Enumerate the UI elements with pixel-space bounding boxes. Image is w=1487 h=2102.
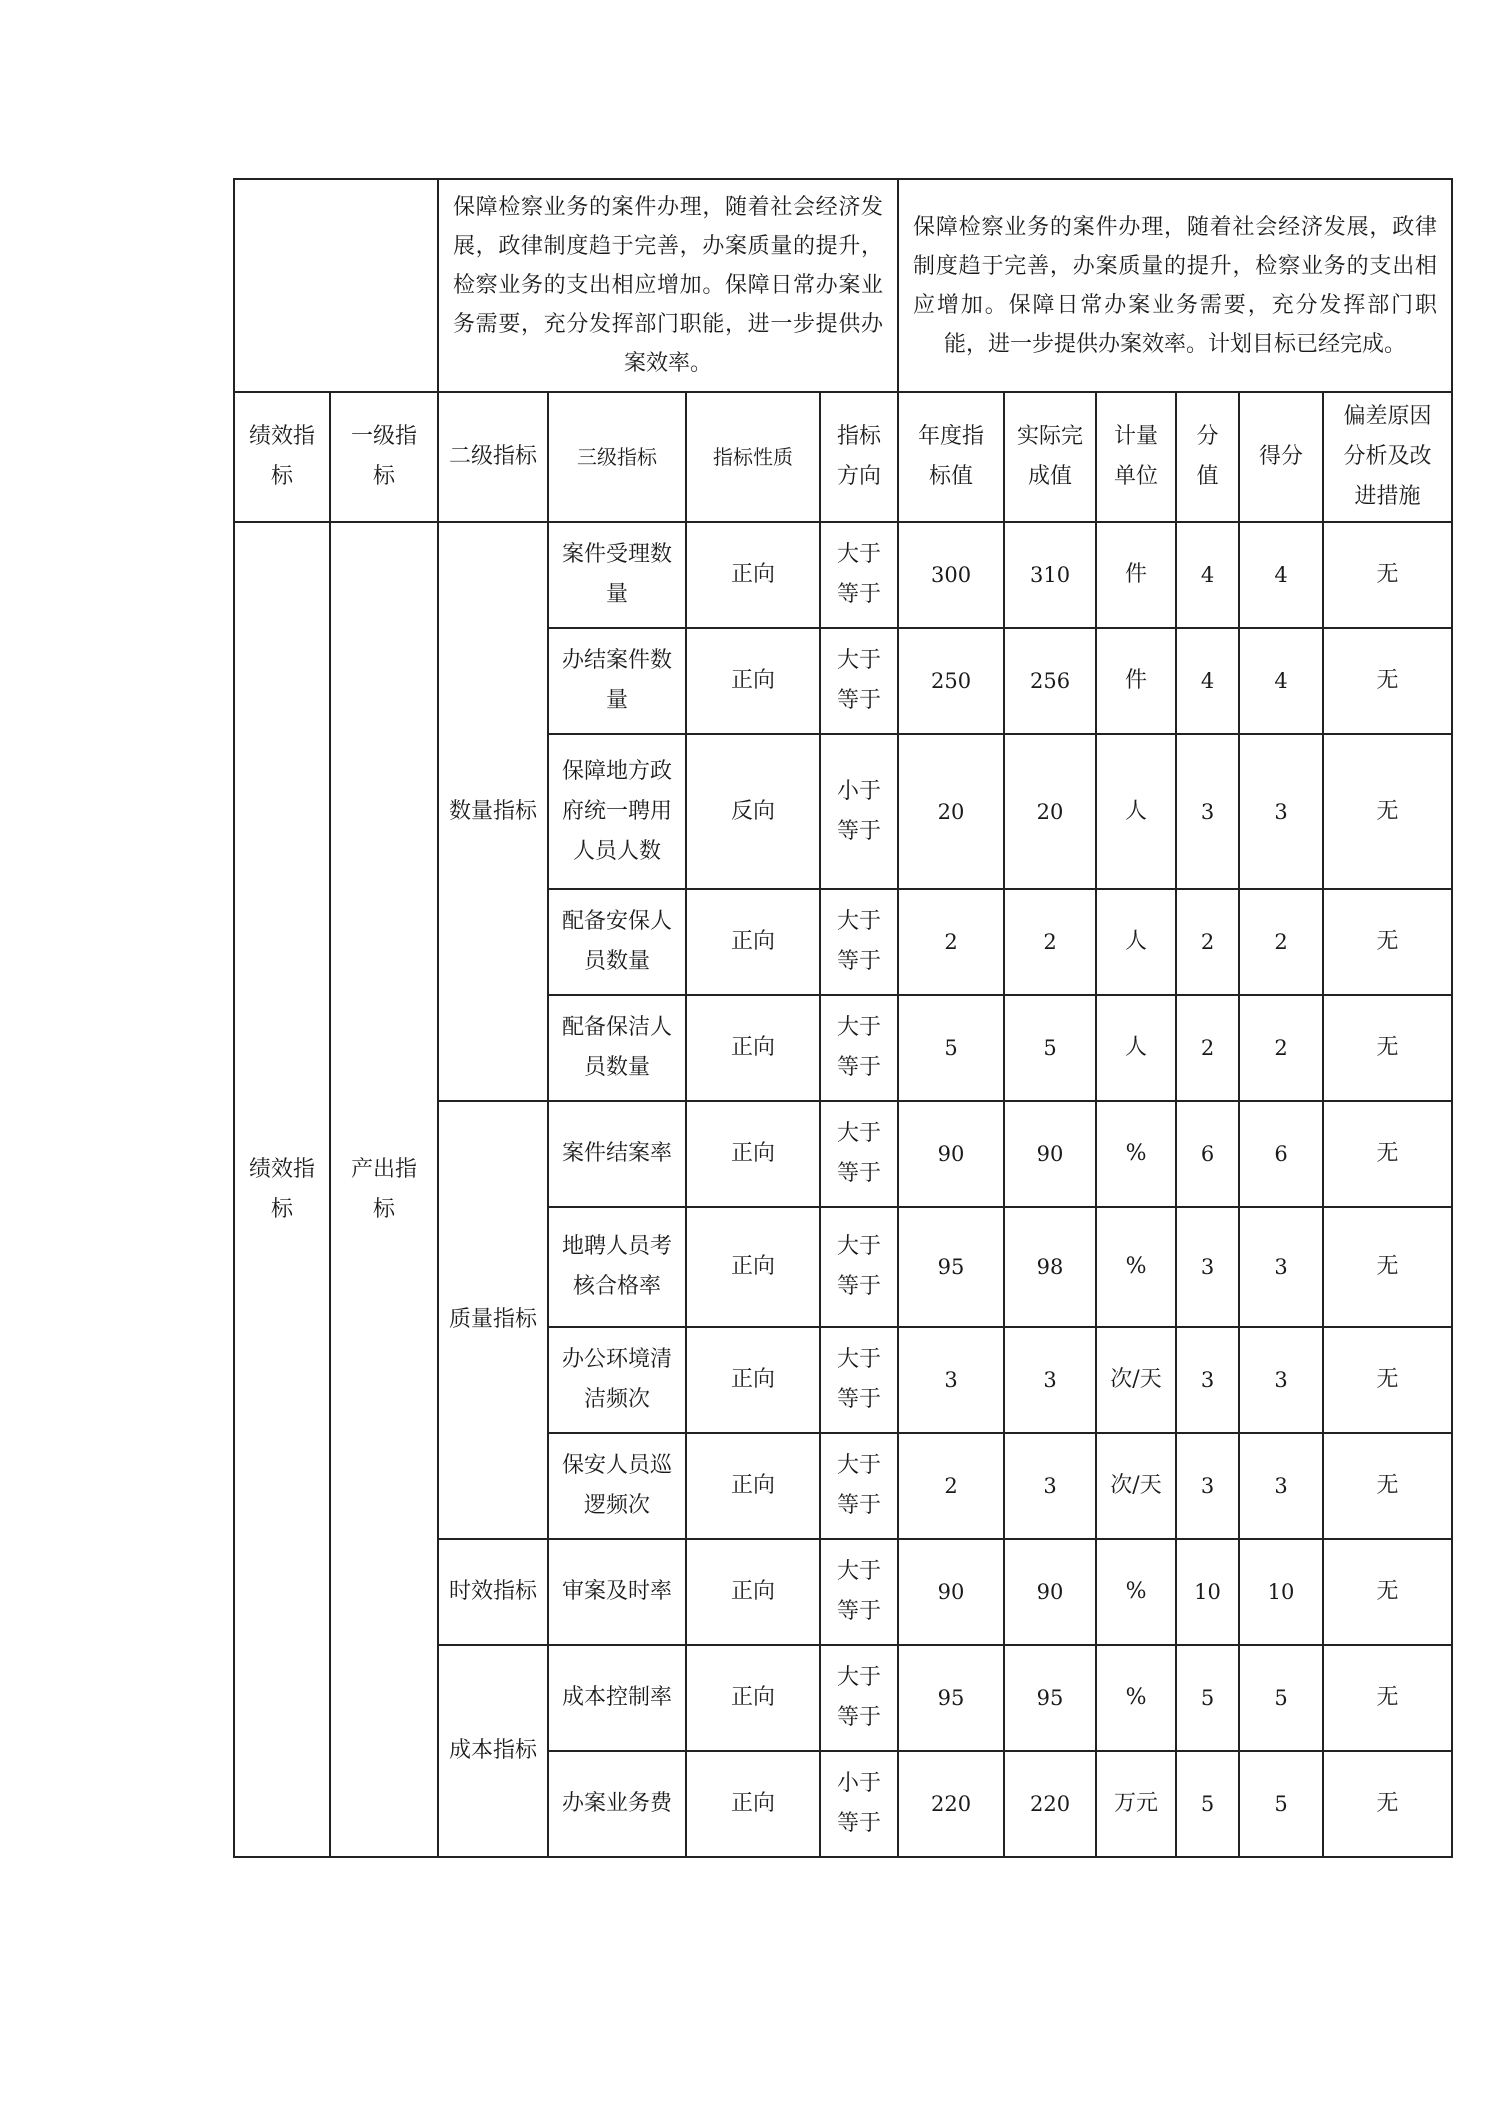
indicator-target: 90: [898, 1539, 1004, 1645]
indicator-score: 3: [1239, 1327, 1323, 1433]
indicator-note: 无: [1323, 628, 1452, 734]
header-level3: 三级指标: [548, 392, 686, 522]
indicator-target: 95: [898, 1207, 1004, 1327]
goals-row: [234, 179, 1452, 392]
indicator-unit: %: [1096, 1207, 1176, 1327]
indicator-actual: 3: [1004, 1433, 1096, 1539]
indicator-direction: 大于等于: [820, 1539, 898, 1645]
indicator-name: 配备保洁人员数量: [548, 995, 686, 1101]
indicator-weight: 5: [1176, 1751, 1239, 1857]
indicator-direction: 大于等于: [820, 1645, 898, 1751]
indicator-note: 无: [1323, 889, 1452, 995]
header-level2: 二级指标: [438, 392, 548, 522]
indicator-unit: 万元: [1096, 1751, 1176, 1857]
indicator-nature: 正向: [686, 1645, 820, 1751]
indicator-unit: %: [1096, 1101, 1176, 1207]
indicator-weight: 10: [1176, 1539, 1239, 1645]
indicator-unit: %: [1096, 1645, 1176, 1751]
indicator-nature: 正向: [686, 889, 820, 995]
indicator-score: 10: [1239, 1539, 1323, 1645]
indicator-unit: 人: [1096, 734, 1176, 889]
indicator-target: 300: [898, 522, 1004, 628]
indicator-weight: 5: [1176, 1645, 1239, 1751]
indicator-target: 3: [898, 1327, 1004, 1433]
indicator-nature: 正向: [686, 1327, 820, 1433]
indicator-note: 无: [1323, 1433, 1452, 1539]
header-target: 年度指标值: [898, 392, 1004, 522]
indicator-actual: 95: [1004, 1645, 1096, 1751]
indicator-note: 无: [1323, 1645, 1452, 1751]
indicator-weight: 4: [1176, 628, 1239, 734]
indicator-direction: 大于等于: [820, 522, 898, 628]
indicator-nature: 正向: [686, 1101, 820, 1207]
indicator-nature: 正向: [686, 1539, 820, 1645]
header-perf: 绩效指标: [234, 392, 330, 522]
indicator-nature: 正向: [686, 1207, 820, 1327]
indicator-weight: 3: [1176, 734, 1239, 889]
indicator-score: 2: [1239, 995, 1323, 1101]
indicator-target: 90: [898, 1101, 1004, 1207]
header-note: 偏差原因分析及改进措施: [1323, 392, 1452, 522]
indicator-name: 办结案件数量: [548, 628, 686, 734]
indicator-actual: 220: [1004, 1751, 1096, 1857]
indicator-score: 4: [1239, 628, 1323, 734]
perf-indicator-cell: 绩效指标: [234, 522, 330, 1857]
indicator-weight: 4: [1176, 522, 1239, 628]
indicator-weight: 2: [1176, 995, 1239, 1101]
indicator-actual: 5: [1004, 995, 1096, 1101]
indicator-name: 审案及时率: [548, 1539, 686, 1645]
indicator-weight: 3: [1176, 1327, 1239, 1433]
indicator-unit: 件: [1096, 628, 1176, 734]
indicator-nature: 正向: [686, 522, 820, 628]
header-unit: 计量单位: [1096, 392, 1176, 522]
indicator-unit: 次/天: [1096, 1433, 1176, 1539]
indicator-weight: 2: [1176, 889, 1239, 995]
indicator-score: 2: [1239, 889, 1323, 995]
indicator-score: 3: [1239, 1207, 1323, 1327]
indicator-note: 无: [1323, 1539, 1452, 1645]
indicator-note: 无: [1323, 995, 1452, 1101]
indicator-direction: 大于等于: [820, 1433, 898, 1539]
indicator-target: 2: [898, 889, 1004, 995]
indicator-nature: 正向: [686, 1751, 820, 1857]
indicator-score: 4: [1239, 522, 1323, 628]
indicator-direction: 大于等于: [820, 1327, 898, 1433]
indicator-note: 无: [1323, 1207, 1452, 1327]
indicator-actual: 98: [1004, 1207, 1096, 1327]
level1-indicator-cell: 产出指标: [330, 522, 438, 1857]
indicator-target: 220: [898, 1751, 1004, 1857]
indicator-actual: 90: [1004, 1101, 1096, 1207]
indicator-target: 250: [898, 628, 1004, 734]
header-nature: 指标性质: [686, 392, 820, 522]
table-row: [234, 522, 1452, 628]
indicator-nature: 正向: [686, 995, 820, 1101]
actual-goal-text: 保障检察业务的案件办理，随着社会经济发展，政律制度趋于完善，办案质量的提升，检察业务的支出相应增加。保障日常办案业务需要，充分发挥部门职能，进一步提供办案效率。计划目标已经完成。: [898, 179, 1452, 392]
header-direction: 指标方向: [820, 392, 898, 522]
indicator-unit: 件: [1096, 522, 1176, 628]
indicator-score: 5: [1239, 1645, 1323, 1751]
indicator-note: 无: [1323, 1101, 1452, 1207]
header-row: [234, 392, 1452, 522]
level2-cost-cell: 成本指标: [438, 1645, 548, 1857]
indicator-score: 3: [1239, 734, 1323, 889]
indicator-target: 20: [898, 734, 1004, 889]
level2-quantity-cell: 数量指标: [438, 522, 548, 1101]
indicator-weight: 6: [1176, 1101, 1239, 1207]
indicator-direction: 大于等于: [820, 628, 898, 734]
indicator-actual: 2: [1004, 889, 1096, 995]
indicator-weight: 3: [1176, 1207, 1239, 1327]
indicator-nature: 正向: [686, 628, 820, 734]
indicator-note: 无: [1323, 1751, 1452, 1857]
indicator-target: 95: [898, 1645, 1004, 1751]
header-actual: 实际完成值: [1004, 392, 1096, 522]
level2-timeliness-cell: 时效指标: [438, 1539, 548, 1645]
indicator-score: 6: [1239, 1101, 1323, 1207]
indicator-actual: 20: [1004, 734, 1096, 889]
indicator-direction: 小于等于: [820, 1751, 898, 1857]
indicator-direction: 大于等于: [820, 1207, 898, 1327]
indicator-name: 保安人员巡逻频次: [548, 1433, 686, 1539]
level2-quality-cell: 质量指标: [438, 1101, 548, 1539]
planned-goal-text: 保障检察业务的案件办理，随着社会经济发展，政律制度趋于完善，办案质量的提升，检察业务的支出相应增加。保障日常办案业务需要，充分发挥部门职能，进一步提供办案效率。: [438, 179, 898, 392]
indicator-weight: 3: [1176, 1433, 1239, 1539]
indicator-note: 无: [1323, 1327, 1452, 1433]
indicator-unit: %: [1096, 1539, 1176, 1645]
indicator-direction: 小于等于: [820, 734, 898, 889]
indicator-unit: 人: [1096, 889, 1176, 995]
indicator-name: 成本控制率: [548, 1645, 686, 1751]
indicator-note: 无: [1323, 522, 1452, 628]
indicator-actual: 3: [1004, 1327, 1096, 1433]
indicator-actual: 310: [1004, 522, 1096, 628]
indicator-name: 办案业务费: [548, 1751, 686, 1857]
header-weight: 分值: [1176, 392, 1239, 522]
indicator-actual: 90: [1004, 1539, 1096, 1645]
indicator-nature: 反向: [686, 734, 820, 889]
header-level1: 一级指标: [330, 392, 438, 522]
indicator-name: 案件受理数量: [548, 522, 686, 628]
indicator-name: 案件结案率: [548, 1101, 686, 1207]
indicator-score: 5: [1239, 1751, 1323, 1857]
indicator-name: 办公环境清洁频次: [548, 1327, 686, 1433]
goals-blank-cell: [234, 179, 438, 392]
indicator-name: 保障地方政府统一聘用人员人数: [548, 734, 686, 889]
indicator-note: 无: [1323, 734, 1452, 889]
indicator-actual: 256: [1004, 628, 1096, 734]
indicator-direction: 大于等于: [820, 889, 898, 995]
indicator-name: 地聘人员考核合格率: [548, 1207, 686, 1327]
header-score: 得分: [1239, 392, 1323, 522]
indicator-score: 3: [1239, 1433, 1323, 1539]
indicator-target: 2: [898, 1433, 1004, 1539]
indicator-unit: 次/天: [1096, 1327, 1176, 1433]
indicator-direction: 大于等于: [820, 1101, 898, 1207]
performance-table: [233, 178, 1453, 1858]
indicator-nature: 正向: [686, 1433, 820, 1539]
indicator-target: 5: [898, 995, 1004, 1101]
indicator-direction: 大于等于: [820, 995, 898, 1101]
indicator-name: 配备安保人员数量: [548, 889, 686, 995]
indicator-unit: 人: [1096, 995, 1176, 1101]
